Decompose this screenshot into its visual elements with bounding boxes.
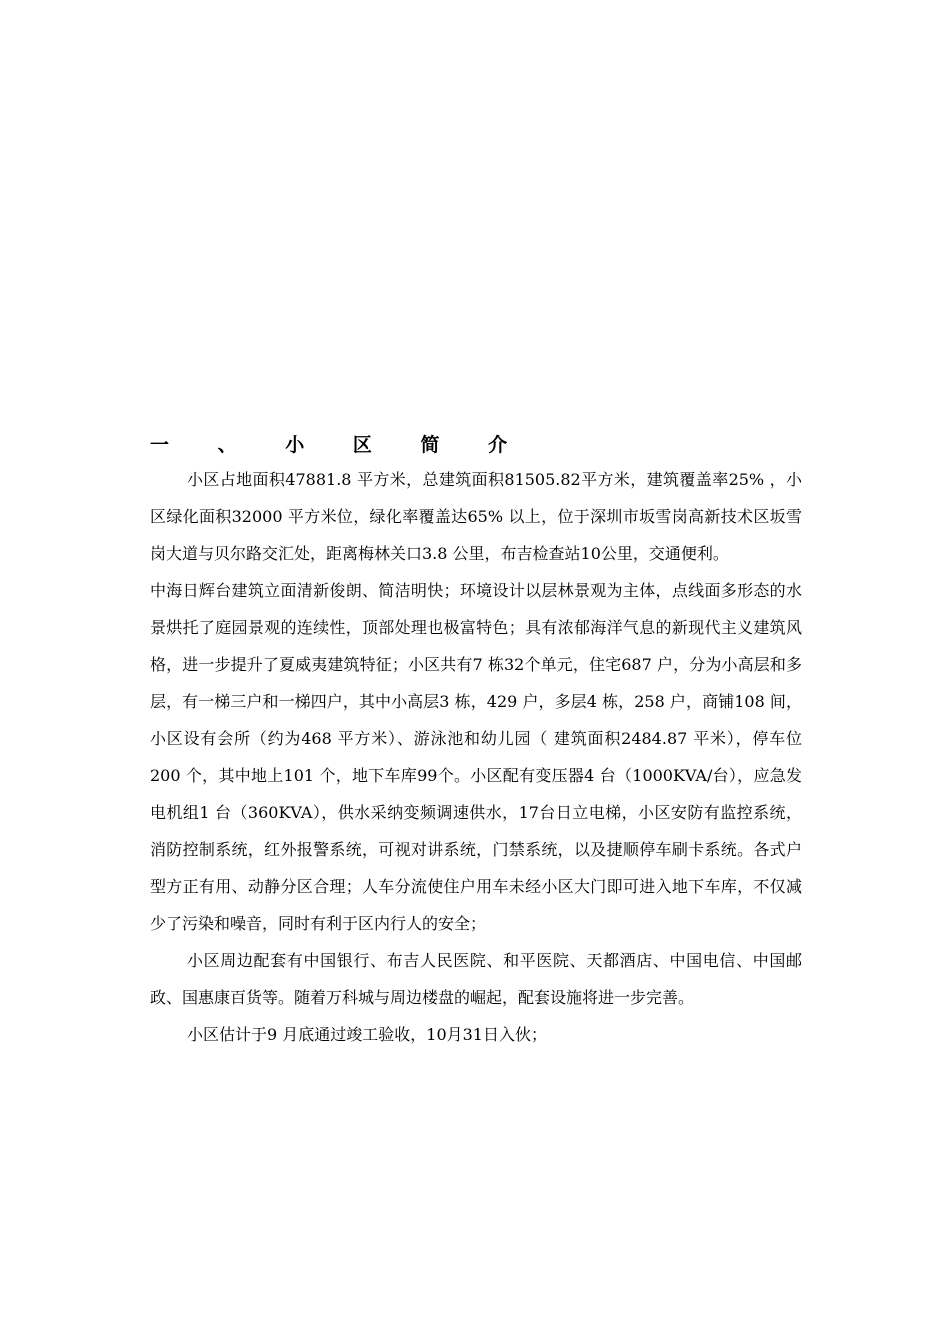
section-heading: 一 、 小 区 简 介 [150,434,529,456]
paragraph-surroundings: 小区周边配套有中国银行、布吉人民医院、和平医院、天都酒店、中国电信、中国邮政、国惠康百货等。随着万科城与周边楼盘的崛起，配套设施将进一步完善。 [150,951,802,1007]
paragraph-site-overview: 小区占地面积47881.8 平方米，总建筑面积81505.82平方米，建筑覆盖率25% ，小区绿化面积32000 平方米位，绿化率覆盖达65% 以上，位于深圳市坂雪岗高新技术区坂雪岗大道与贝尔路交汇处，距离梅林关口3.8 公里，布吉检查站10公里，交通便利。 [150,470,802,563]
section-body [150,461,802,1053]
paragraph-schedule: 小区估计于9 月底通过竣工验收，10月31日入伙； [187,1025,547,1044]
paragraph-architecture-facilities: 中海日辉台建筑立面清新俊朗、简洁明快；环境设计以层林景观为主体，点线面多形态的水景烘托了庭园景观的连续性，顶部处理也极富特色；具有浓郁海洋气息的新现代主义建筑风格，进一步提升了夏威夷建筑特征；小区共有7 栋32个单元，住宅687 户，分为小高层和多层，有一梯三户和一梯四户，其中小高层3 栋，429 户，多层4 栋，258 户，商铺108 间，小区设有会所（约为468 平方米）、游泳池和幼儿园（ 建筑面积2484.87 平米），停车位200 个，其中地上101 个，地下车库99个。小区配有变压器4 台（1000KVA/台），应急发电机组1 台（360KVA），供水采纳变频调速供水，17台日立电梯，小区安防有监控系统，消防控制系统，红外报警系统，可视对讲系统，门禁系统，以及捷顺停车刷卡系统。各式户型方正有用、动静分区合理；人车分流使住户用车未经小区大门即可进入地下车库，不仅减少了污染和噪音，同时有利于区内行人的安全； [150,581,802,933]
